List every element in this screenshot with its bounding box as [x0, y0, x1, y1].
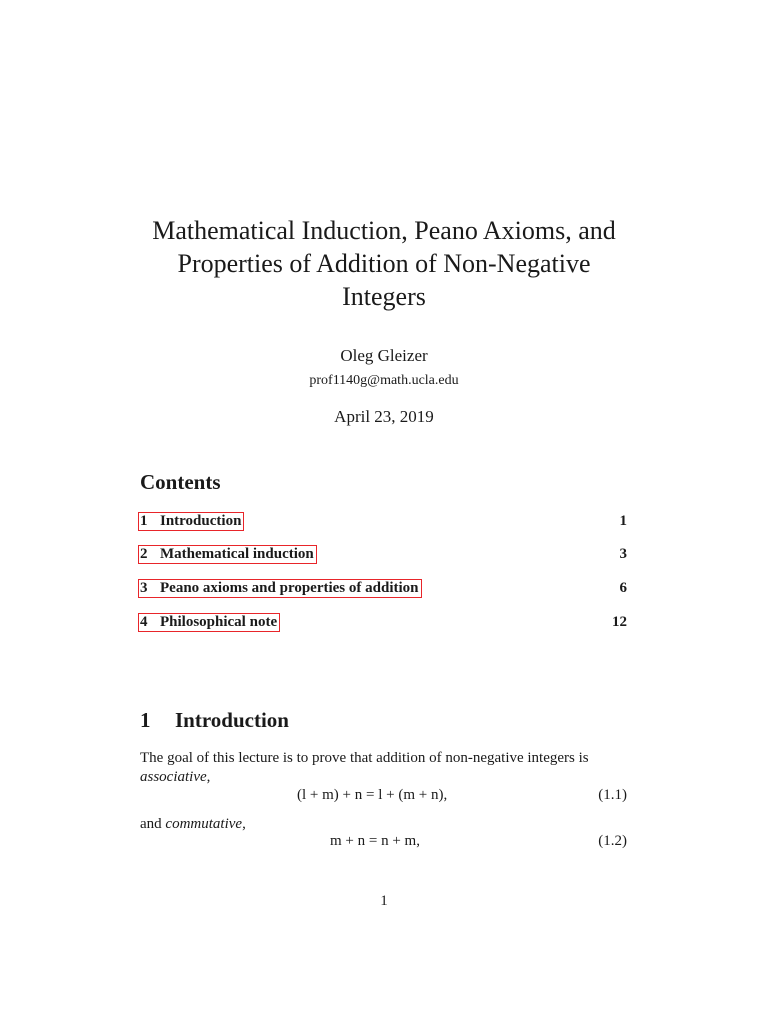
intro-emphasis-associative: associative — [140, 769, 207, 785]
commutative-text: and — [140, 816, 166, 832]
equation-1-1 — [140, 787, 627, 807]
title-line-2: Properties of Addition of Non-Negative — [177, 249, 591, 278]
section-title: Introduction — [175, 708, 289, 732]
toc-entry-label: Philosophical note — [160, 614, 278, 630]
equation-label: (1.1) — [598, 787, 627, 803]
intro-paragraph — [140, 749, 630, 787]
author-email: prof1140g@math.ucla.edu — [309, 373, 459, 388]
page-number: 1 — [380, 893, 388, 909]
toc-link-introduction[interactable] — [138, 512, 244, 531]
author-name: Oleg Gleizer — [340, 346, 428, 365]
toc-entry-number: 1 — [140, 513, 148, 529]
toc-entry-page: 3 — [619, 546, 627, 562]
intro-text-tail: , — [206, 769, 211, 785]
publication-date: April 23, 2019 — [334, 407, 434, 426]
toc-link-mathematical-induction[interactable] — [138, 545, 317, 564]
paper-title — [110, 214, 658, 313]
equation-1-2 — [140, 833, 627, 853]
commutative-text-tail: , — [242, 816, 246, 832]
toc-link-philosophical-note[interactable] — [138, 613, 280, 632]
intro-text: The goal of this lecture is to prove that addition of non-negative integers is — [140, 750, 589, 766]
toc-entry — [140, 512, 627, 532]
equation-label: (1.2) — [598, 833, 627, 849]
commutative-emphasis: commutative — [165, 816, 243, 832]
title-line-3: Integers — [342, 282, 426, 311]
toc-entry-page: 1 — [619, 513, 627, 529]
commutative-paragraph — [140, 815, 630, 834]
contents-heading: Contents — [140, 470, 221, 494]
section-number: 1 — [140, 708, 151, 732]
toc-entry-number: 3 — [140, 580, 148, 596]
toc-entry-number: 2 — [140, 546, 148, 562]
toc-entry-label: Peano axioms and properties of addition — [160, 580, 419, 596]
toc-entry-label: Mathematical induction — [160, 546, 314, 562]
toc-entry-page: 6 — [619, 580, 627, 596]
toc-entry-page: 12 — [612, 614, 627, 630]
title-line-1: Mathematical Induction, Peano Axioms, and — [152, 216, 616, 245]
toc-entry-label: Introduction — [160, 513, 242, 529]
toc-entry — [140, 579, 627, 599]
toc-entry — [140, 613, 627, 633]
toc-entry — [140, 545, 627, 565]
equation-body: (l + m) + n = l + (m + n), — [297, 787, 448, 803]
section-heading-introduction — [140, 708, 289, 733]
equation-body: m + n = n + m, — [330, 833, 420, 849]
toc-link-peano-axioms[interactable] — [138, 579, 422, 598]
toc-entry-number: 4 — [140, 614, 148, 630]
